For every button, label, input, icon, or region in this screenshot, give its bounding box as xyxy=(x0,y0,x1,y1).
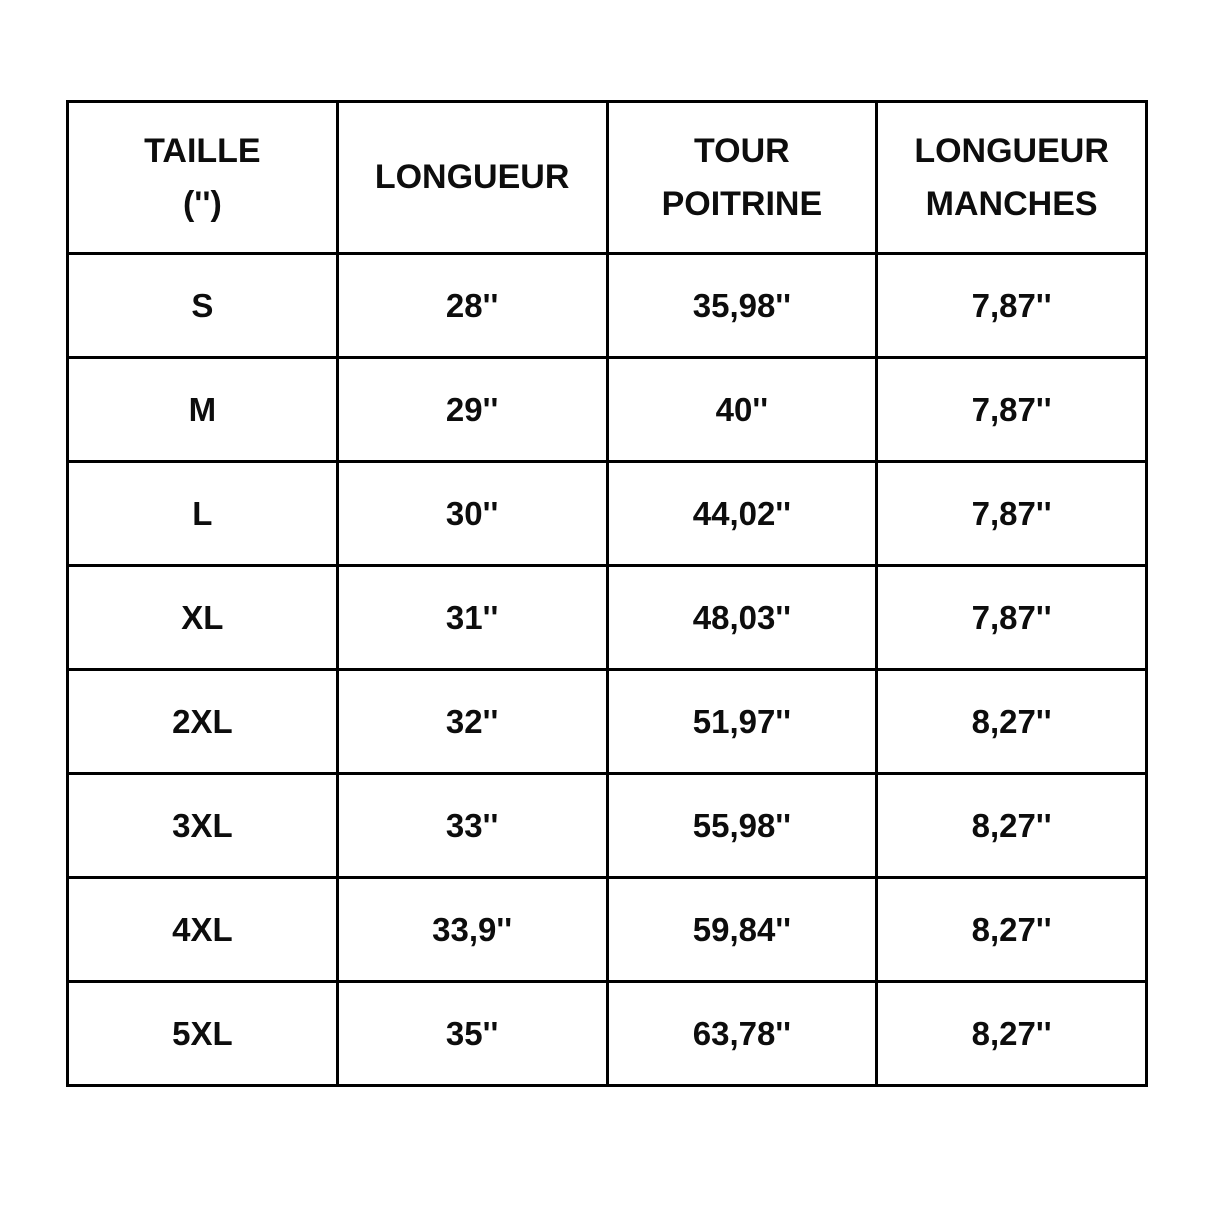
table-row-xl xyxy=(68,566,1147,670)
cell-longueur-manches: 8,27'' xyxy=(877,670,1147,774)
cell-longueur: 29'' xyxy=(337,358,607,462)
table-row-5xl xyxy=(68,982,1147,1086)
cell-taille: S xyxy=(68,254,338,358)
table-row-m xyxy=(68,358,1147,462)
size-chart-table xyxy=(66,100,1148,1087)
cell-longueur-manches: 7,87'' xyxy=(877,462,1147,566)
cell-longueur-manches: 8,27'' xyxy=(877,774,1147,878)
cell-tour-poitrine: 44,02'' xyxy=(607,462,877,566)
cell-longueur: 32'' xyxy=(337,670,607,774)
cell-taille: 3XL xyxy=(68,774,338,878)
column-header-longueur-manches xyxy=(877,102,1147,254)
cell-tour-poitrine: 55,98'' xyxy=(607,774,877,878)
cell-taille: XL xyxy=(68,566,338,670)
cell-taille: L xyxy=(68,462,338,566)
cell-longueur: 28'' xyxy=(337,254,607,358)
cell-longueur: 33,9'' xyxy=(337,878,607,982)
table-row-2xl xyxy=(68,670,1147,774)
cell-tour-poitrine: 40'' xyxy=(607,358,877,462)
cell-longueur: 30'' xyxy=(337,462,607,566)
column-header-tour-poitrine xyxy=(607,102,877,254)
cell-taille: M xyxy=(68,358,338,462)
table-row-3xl xyxy=(68,774,1147,878)
cell-taille: 4XL xyxy=(68,878,338,982)
cell-longueur-manches: 8,27'' xyxy=(877,982,1147,1086)
cell-tour-poitrine: 48,03'' xyxy=(607,566,877,670)
column-header-tour-poitrine-line1: TOUR xyxy=(694,131,790,170)
cell-longueur-manches: 7,87'' xyxy=(877,566,1147,670)
table-row-l xyxy=(68,462,1147,566)
cell-longueur: 33'' xyxy=(337,774,607,878)
cell-longueur: 35'' xyxy=(337,982,607,1086)
column-header-tour-poitrine-line2: POITRINE xyxy=(661,184,823,223)
cell-taille: 2XL xyxy=(68,670,338,774)
cell-tour-poitrine: 63,78'' xyxy=(607,982,877,1086)
cell-longueur-manches: 7,87'' xyxy=(877,254,1147,358)
table-header-row xyxy=(68,102,1147,254)
column-header-taille-line1: TAILLE xyxy=(144,131,261,170)
cell-taille: 5XL xyxy=(68,982,338,1086)
column-header-longueur xyxy=(337,102,607,254)
column-header-longueur-manches-line1: LONGUEUR xyxy=(914,131,1109,170)
table-row-s xyxy=(68,254,1147,358)
column-header-taille-line2: ('') xyxy=(182,184,222,223)
cell-tour-poitrine: 51,97'' xyxy=(607,670,877,774)
column-header-taille xyxy=(68,102,338,254)
cell-longueur: 31'' xyxy=(337,566,607,670)
cell-longueur-manches: 8,27'' xyxy=(877,878,1147,982)
column-header-longueur-manches-line2: MANCHES xyxy=(925,184,1098,223)
cell-tour-poitrine: 59,84'' xyxy=(607,878,877,982)
cell-longueur-manches: 7,87'' xyxy=(877,358,1147,462)
column-header-longueur-line1: LONGUEUR xyxy=(374,158,570,197)
table-row-4xl xyxy=(68,878,1147,982)
cell-tour-poitrine: 35,98'' xyxy=(607,254,877,358)
